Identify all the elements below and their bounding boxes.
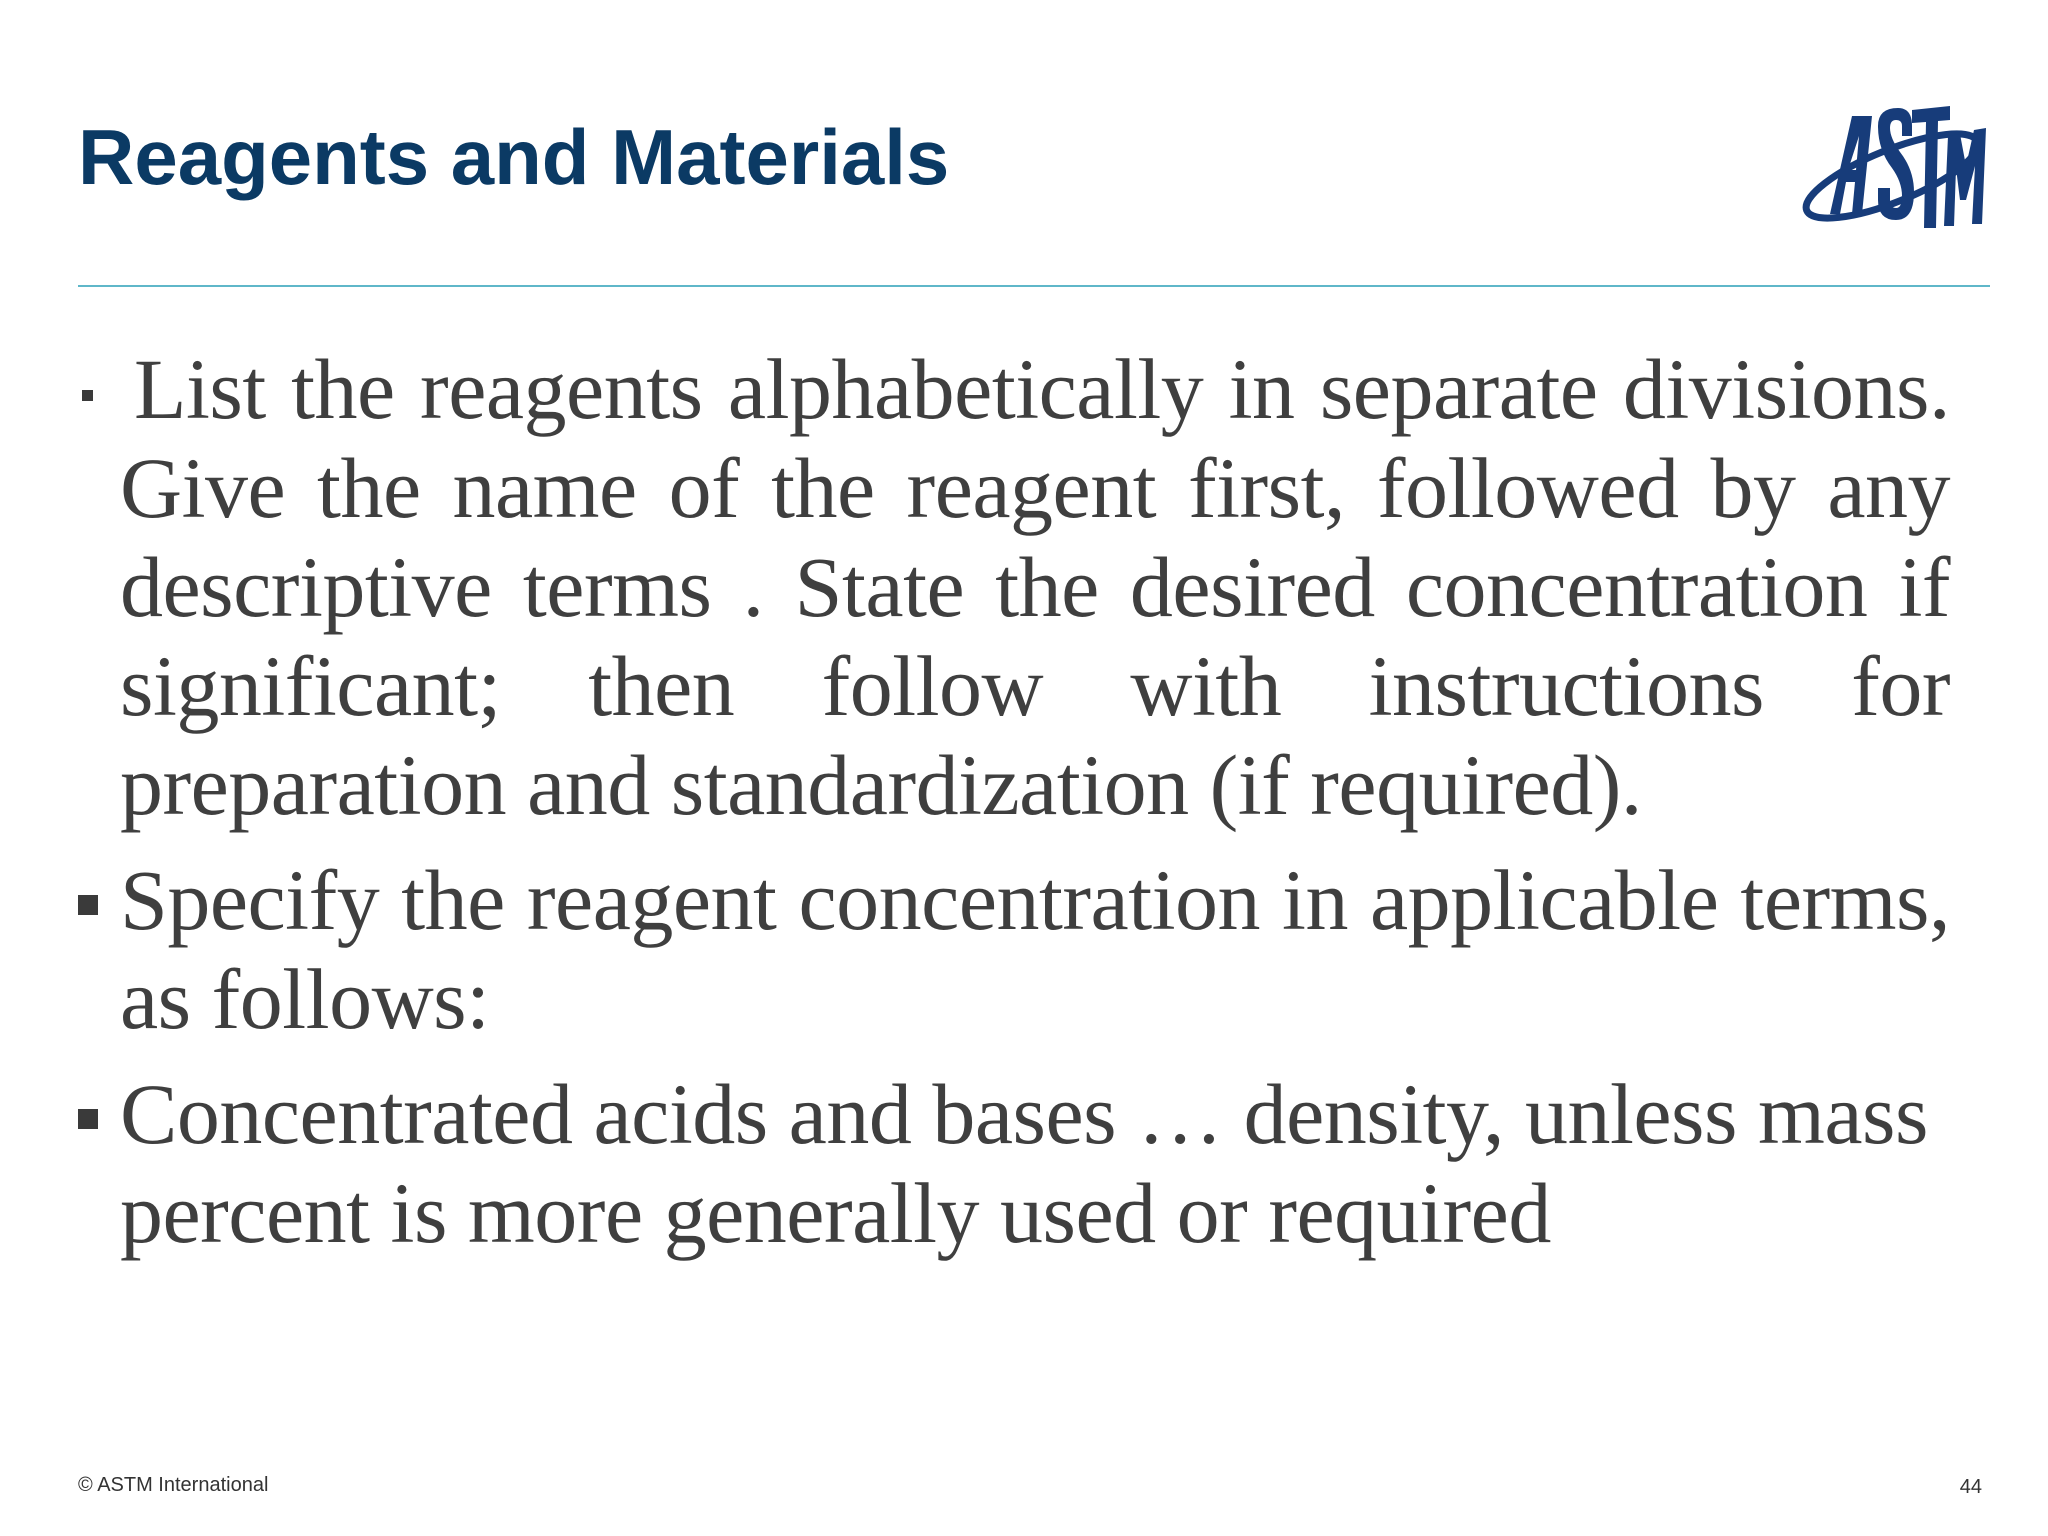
- bullet-square-icon: [78, 895, 98, 915]
- slide-title: Reagents and Materials: [78, 113, 950, 201]
- bullet-item: [78, 851, 1950, 1049]
- bullet-square-icon: [78, 1109, 98, 1129]
- bullet-text: Specify the reagent concentration in applicable terms, as follows:: [120, 852, 1950, 1047]
- title-divider: [78, 285, 1990, 287]
- bullet-list: [78, 340, 1950, 1263]
- bullet-text: List the reagents alphabetically in separate divisions. Give the name of the reagent first, followed by any descriptive terms . State the desired concentration if significant; then follow with instructions for preparation and standardization (if required).: [120, 341, 1950, 833]
- logo-text: ASTM: [1893, 244, 1897, 245]
- bullet-item: [78, 1065, 1950, 1263]
- bullet-item: [78, 340, 1950, 835]
- bullet-text: Concentrated acids and bases … density, unless mass percent is more generally used or required: [120, 1066, 1928, 1261]
- bullet-square-icon: [82, 390, 93, 401]
- page-number: 44: [1959, 1476, 1982, 1498]
- astm-logo: [1800, 96, 1990, 246]
- footer-copyright: © ASTM International: [78, 1474, 269, 1496]
